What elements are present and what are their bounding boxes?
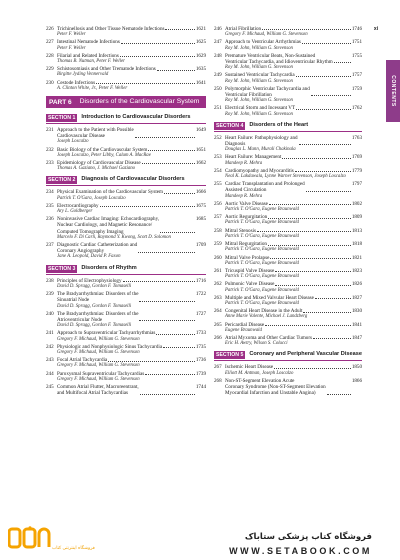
- page-ref: 1716: [195, 277, 206, 284]
- page-ref: 1779: [351, 167, 362, 174]
- part-label: PART 6: [49, 98, 72, 106]
- toc-entry: [46, 160, 206, 172]
- chapter-authors: Joseph Loscalzo, Peter Libby, Calum A. MacRae: [57, 152, 151, 158]
- toc-entry: [46, 344, 206, 356]
- chapter-title: Tricuspid Valve Disease: [225, 267, 275, 274]
- chapter-authors: Roy M. John, William G. Stevenson: [225, 45, 293, 51]
- chapter-number: 267: [214, 364, 222, 371]
- chapter-number: 239: [46, 291, 54, 298]
- chapter-authors: Peter F. Weller: [57, 45, 86, 51]
- chapter-number: 232: [46, 146, 54, 153]
- chapter-title: Pericardial Disease: [225, 321, 265, 328]
- page-ref: 1759: [351, 85, 362, 92]
- toc-entry: [214, 105, 362, 117]
- leader-dots: [135, 127, 195, 138]
- chapter-number: 259: [214, 241, 222, 248]
- chapter-title: Electrocardiography: [57, 202, 99, 209]
- chapter-number: 261: [214, 267, 222, 274]
- toc-entry: [214, 364, 362, 376]
- chapter-number: 254: [214, 167, 222, 174]
- chapter-title: Epidemiology of Cardiovascular Disease: [57, 160, 141, 167]
- chapter-title: Atrial Fibrillation: [225, 26, 262, 32]
- toc-entry: [46, 291, 206, 310]
- section-label: SECTION 1: [48, 115, 76, 122]
- leader-dots: [327, 378, 351, 395]
- page-ref: 1850: [351, 364, 362, 371]
- chapter-number: 258: [214, 227, 222, 234]
- page-ref: 1685: [195, 216, 206, 223]
- chapter-title: Cestode Infections: [57, 79, 96, 86]
- chapter-number: 266: [214, 334, 222, 341]
- chapter-title: Approach to Ventricular Arrhythmias: [225, 39, 301, 46]
- chapter-authors: Patrick T. O'Gara, Eugene Braunwald: [225, 300, 299, 306]
- page-ref: 1675: [195, 202, 206, 209]
- leader-dots: [295, 168, 351, 172]
- toc-entry: [46, 278, 206, 290]
- toc-entry: [46, 147, 206, 159]
- toc-entry: [46, 80, 206, 92]
- chapter-authors: Patrick T. O'Gara, Eugene Braunwald: [225, 207, 299, 213]
- section-heading: [46, 176, 206, 186]
- chapter-number: 227: [46, 39, 54, 46]
- chapter-authors: David D. Spragg, Gordon F. Tomaselli: [57, 283, 132, 289]
- chapter-title: Mitral Stenosis: [225, 227, 256, 234]
- chapter-authors: Patrick T. O'Gara, Eugene Braunwald: [225, 233, 299, 239]
- page-ref: 1769: [351, 154, 362, 161]
- leader-dots: [306, 181, 351, 192]
- logo-caption: فروشگاه اینترنتی کتاب: [52, 546, 95, 551]
- leader-dots: [282, 154, 351, 158]
- chapter-authors: Anne Marie Valente, Michael J. Landzberg: [225, 314, 308, 320]
- toc-entry: [46, 371, 206, 383]
- contents-side-tab: [386, 60, 400, 122]
- chapter-title: Heart Failure: Pathophysiology and Diagnosis: [225, 134, 298, 148]
- page-ref: 1662: [195, 160, 206, 167]
- leader-dots: [139, 311, 194, 322]
- leader-dots: [96, 80, 195, 84]
- page-ref: 1733: [195, 330, 206, 337]
- page-ref: 1809: [351, 214, 362, 221]
- chapter-authors: Roy M. John, William G. Stevenson: [225, 111, 293, 117]
- page-ref: 1651: [195, 146, 206, 153]
- leader-dots: [311, 86, 351, 97]
- chapter-number: 265: [214, 321, 222, 328]
- page-ref: 1735: [195, 343, 206, 350]
- chapter-number: 228: [46, 52, 54, 59]
- leader-dots: [296, 105, 351, 109]
- chapter-title: Cardiomyopathy and Myocarditis: [225, 167, 294, 174]
- chapter-authors: Gregory F. Michaud, William G. Stevenson: [57, 349, 140, 355]
- chapter-number: 260: [214, 254, 222, 261]
- page-ref: 1826: [351, 281, 362, 288]
- chapter-authors: Joseph Loscalzo: [57, 139, 89, 145]
- page-ref: 1821: [351, 254, 362, 261]
- section-rule: [46, 123, 206, 124]
- chapter-title: Approach to Supraventricular Tachyarrhythmias: [57, 330, 156, 337]
- chapter-title: Noninvasive Cardiac Imaging: Echocardiography, Nuclear Cardiology, and Magnetic Resonance/ Computed Tomography Imaging: [57, 216, 160, 235]
- page-ref: 1727: [195, 310, 206, 317]
- chapter-authors: Patrick T. O'Gara, Joseph Loscalzo: [57, 195, 126, 201]
- toc-entry: [214, 214, 362, 226]
- toc-entry: [214, 201, 362, 213]
- chapter-title: Pulmonic Valve Disease: [225, 281, 275, 288]
- chapter-title: Common Atrial Flutter, Macroreentrant, and Multifocal Atrial Tachycardias: [57, 383, 139, 397]
- chapter-number: 246: [214, 26, 222, 32]
- chapter-authors: Birgitte Jyding Vennervald: [57, 72, 109, 78]
- watermark-footer: [0, 520, 400, 560]
- section-rule: [214, 360, 362, 361]
- toc-entry: [214, 181, 362, 200]
- leader-dots: [269, 201, 351, 205]
- page-ref: 1827: [351, 294, 362, 301]
- leader-dots: [145, 371, 195, 375]
- leader-dots: [140, 384, 195, 395]
- chapter-number: 233: [46, 160, 54, 167]
- leader-dots: [139, 291, 194, 302]
- toc-entry: [46, 384, 206, 396]
- chapter-number: 236: [46, 216, 54, 223]
- leader-dots: [121, 39, 195, 43]
- toc-entry: [214, 322, 362, 334]
- chapter-number: 235: [46, 202, 54, 209]
- section-title: Introduction to Cardiovascular Disorders: [81, 114, 191, 121]
- page-ref: 1802: [351, 200, 362, 207]
- page-ref: 1625: [195, 39, 206, 46]
- page-ref: 1755: [351, 52, 362, 59]
- side-tab-label: CONTENTS: [390, 75, 396, 107]
- toc-entry: [46, 26, 206, 38]
- chapter-authors: Gregory F. Michaud, William G. Stevenson: [57, 336, 140, 342]
- toc-right-column: [214, 26, 362, 397]
- page-ref: 1621: [195, 26, 206, 32]
- toc-entry: [46, 242, 206, 261]
- page-ref: 1736: [195, 357, 206, 364]
- page-ref: 1841: [351, 321, 362, 328]
- toc-entry: [214, 241, 362, 253]
- section-label: SECTION 4: [216, 122, 244, 129]
- chapter-authors: Thomas B. Nutman, Peter F. Weller: [57, 59, 125, 65]
- toc-entry: [214, 154, 362, 166]
- chapter-number: 237: [46, 242, 54, 249]
- setabook-logo-icon: [8, 526, 54, 552]
- chapter-authors: Peter F. Weller: [57, 32, 86, 38]
- chapter-title: Congenital Heart Disease in the Adult: [225, 308, 303, 315]
- chapter-title: Aortic Regurgitation: [225, 214, 268, 221]
- chapter-title: The Bradyarrhythmias: Disorders of the Atrioventricular Node: [57, 310, 139, 323]
- chapter-number: 249: [214, 72, 222, 79]
- toc-entry: [214, 86, 362, 105]
- chapter-title: Principles of Electrophysiology: [57, 277, 122, 284]
- page-ref: 1830: [351, 308, 362, 315]
- store-name: فروشگاه کتاب پزشکی ستاباک: [244, 532, 372, 542]
- chapter-title: Filarial and Related Infections: [57, 52, 119, 59]
- chapter-number: 242: [46, 343, 54, 350]
- section-heading: [46, 114, 206, 124]
- chapter-authors: Ary L. Goldberger: [57, 209, 93, 215]
- chapter-number: 253: [214, 154, 222, 161]
- section-rule: [214, 131, 362, 132]
- section-title: Disorders of the Heart: [249, 121, 309, 128]
- chapter-title: Approach to the Patient with Possible Cardiovascular Disease: [57, 127, 134, 140]
- chapter-number: 256: [214, 200, 222, 207]
- page-ref: 1847: [351, 334, 362, 341]
- leader-dots: [275, 281, 350, 285]
- chapter-authors: Patrick T. O'Gara, Eugene Braunwald: [225, 247, 299, 253]
- chapter-authors: Roy M. John, William G. Stevenson: [225, 65, 293, 71]
- chapter-authors: Neal K. Lakdawala, Lynne Warner Stevenson, Joseph Loscalzo: [225, 174, 346, 180]
- leader-dots: [257, 228, 351, 232]
- toc-entry: [46, 203, 206, 215]
- leader-dots: [148, 147, 194, 151]
- toc-entry: [46, 127, 206, 146]
- leader-dots: [262, 26, 351, 30]
- chapter-authors: Patrick T. O'Gara, Eugene Braunwald: [225, 287, 299, 293]
- chapter-number: 240: [46, 310, 54, 317]
- chapter-authors: Jane A. Leopold, David P. Faxon: [57, 254, 121, 260]
- chapter-title: Atrial Myxoma and Other Cardiac Tumors: [225, 334, 313, 341]
- chapter-number: 257: [214, 214, 222, 221]
- chapter-title: Premature Ventricular Beats, Non-Sustained Ventricular Tachycardia, and Idioventricular Rhythm: [225, 52, 333, 66]
- chapter-authors: David D. Spragg, Gordon F. Tomaselli: [57, 303, 132, 309]
- chapter-title: Non-ST-Segment Elevation Acute Coronary Syndrome (Non-ST-Segment Elevation Myocardial Infarction and Unstable Angina): [225, 377, 326, 397]
- chapter-number: 229: [46, 66, 54, 73]
- toc-entry: [214, 135, 362, 154]
- toc-entry: [214, 378, 362, 397]
- leader-dots: [299, 135, 351, 146]
- leader-dots: [274, 364, 351, 368]
- page-ref: 1641: [195, 79, 206, 86]
- chapter-number: 264: [214, 308, 222, 315]
- page-ref: 1744: [195, 383, 206, 390]
- toc-entry: [214, 308, 362, 320]
- leader-dots: [142, 160, 195, 164]
- leader-dots: [120, 53, 195, 57]
- chapter-number: 252: [214, 134, 222, 141]
- chapter-authors: Patrick T. O'Gara, Eugene Braunwald: [225, 260, 299, 266]
- page-ref: 1823: [351, 267, 362, 274]
- toc-entry: [214, 26, 362, 38]
- chapter-authors: Thomas A. Gaziano, J. Michael Gaziano: [57, 166, 135, 172]
- page-ref: 1629: [195, 52, 206, 59]
- toc-entry: [214, 72, 362, 84]
- leader-dots: [334, 53, 351, 64]
- chapter-title: Schistosomiasis and Other Trematode Infections: [57, 66, 156, 73]
- leader-dots: [163, 344, 195, 348]
- chapter-number: 251: [214, 105, 222, 112]
- toc-entry: [214, 255, 362, 267]
- page-ref: 1649: [195, 127, 206, 134]
- chapter-authors: Patrick T. O'Gara, Eugene Braunwald: [225, 220, 299, 226]
- page-ref: 1813: [351, 227, 362, 234]
- page-ref: 1709: [195, 242, 206, 249]
- page-ref: 1751: [351, 39, 362, 46]
- section-title: Coronary and Peripheral Vascular Disease: [249, 351, 362, 358]
- chapter-number: 244: [46, 370, 54, 377]
- section-rule: [46, 274, 206, 275]
- section-label: SECTION 2: [48, 177, 76, 184]
- chapter-title: Mitral Regurgitation: [225, 241, 267, 248]
- part-heading: [46, 96, 206, 108]
- leader-dots: [156, 330, 194, 334]
- toc-entry: [214, 335, 362, 347]
- section-label: SECTION 3: [48, 265, 76, 272]
- leader-dots: [275, 268, 351, 272]
- toc-entry: [214, 295, 362, 307]
- chapter-number: 250: [214, 85, 222, 92]
- chapter-title: The Bradyarrhythmias: Disorders of the Sinoatrial Node: [57, 291, 139, 304]
- chapter-authors: Gregory F. Michaud, William G. Stevenson: [57, 363, 140, 369]
- chapter-authors: Eric H. Awtry, Wilson S. Colucci: [225, 341, 288, 347]
- leader-dots: [138, 242, 195, 253]
- chapter-authors: Roy M. John, William G. Stevenson: [225, 78, 293, 84]
- leader-dots: [108, 357, 195, 361]
- chapter-number: 248: [214, 52, 222, 59]
- chapter-title: Paroxysmal Supraventricular Tachycardias: [57, 370, 145, 377]
- leader-dots: [164, 189, 195, 193]
- chapter-title: Diagnostic Cardiac Catheterization and Coronary Angiography: [57, 242, 138, 255]
- section-heading: [46, 265, 206, 275]
- chapter-authors: Roy M. John, William G. Stevenson: [225, 98, 293, 104]
- page-ref: 1746: [351, 26, 362, 32]
- chapter-title: Focal Atrial Tachycardia: [57, 357, 108, 364]
- chapter-number: 230: [46, 79, 54, 86]
- toc-entry: [46, 53, 206, 65]
- toc-entry: [46, 216, 206, 241]
- chapter-title: Trichinellosis and Other Tissue Nematode Infections: [57, 26, 165, 32]
- page-ref: 1722: [195, 291, 206, 298]
- toc-entry: [214, 281, 362, 293]
- chapter-authors: Mandeep R. Mehra: [225, 193, 263, 199]
- chapter-authors: A. Clinton White, Jr., Peter F. Weller: [57, 85, 128, 91]
- chapter-number: 234: [46, 189, 54, 196]
- toc-entry: [214, 39, 362, 51]
- chapter-title: Ischemic Heart Disease: [225, 364, 274, 371]
- page-ref: 1757: [351, 72, 362, 79]
- page-ref: 1762: [351, 105, 362, 112]
- leader-dots: [313, 335, 351, 339]
- section-title: Disorders of Rhythm: [81, 264, 137, 271]
- toc-entry: [46, 311, 206, 330]
- chapter-title: Electrical Storm and Incessant VT: [225, 105, 296, 112]
- chapter-number: 247: [214, 39, 222, 46]
- chapter-authors: Eugene Braunwald: [225, 327, 262, 333]
- chapter-number: 226: [46, 26, 54, 32]
- toc-entry: [214, 168, 362, 180]
- chapter-number: 243: [46, 357, 54, 364]
- leader-dots: [265, 322, 351, 326]
- part-title: Disorders of the Cardiovascular System: [79, 98, 200, 106]
- leader-dots: [303, 308, 350, 312]
- chapter-number: 231: [46, 127, 54, 134]
- chapter-number: 263: [214, 294, 222, 301]
- page-ref: 1866: [351, 377, 362, 384]
- section-title: Diagnosis of Cardiovascular Disorders: [81, 176, 185, 183]
- chapter-authors: Marcelo F. Di Carli, Raymond Y. Kwong, Scott D. Solomon: [57, 234, 171, 240]
- store-url: WWW.SETABOOK.COM: [229, 546, 372, 556]
- toc-entry: [214, 268, 362, 280]
- chapter-title: Basic Biology of the Cardiovascular System: [57, 146, 148, 153]
- leader-dots: [296, 72, 351, 76]
- chapter-number: 241: [46, 330, 54, 337]
- toc-entry: [46, 189, 206, 201]
- leader-dots: [100, 203, 195, 207]
- section-heading: [214, 122, 362, 132]
- chapter-number: 255: [214, 181, 222, 188]
- leader-dots: [160, 216, 195, 233]
- chapter-title: Intestinal Nematode Infections: [57, 39, 120, 46]
- chapter-authors: Mandeep R. Mehra: [225, 160, 263, 166]
- page-ref: 1635: [195, 66, 206, 73]
- page-number: xi: [373, 26, 378, 32]
- section-heading: [214, 351, 362, 361]
- chapter-title: Aortic Valve Disease: [225, 200, 268, 207]
- chapter-authors: Gregory F. Michaud, William G. Stevenson: [225, 32, 308, 38]
- chapter-number: 262: [214, 281, 222, 288]
- chapter-authors: Patrick T. O'Gara, Eugene Braunwald: [225, 274, 299, 280]
- leader-dots: [165, 26, 194, 30]
- chapter-title: Sustained Ventricular Tachycardia: [225, 72, 295, 79]
- page-ref: 1818: [351, 241, 362, 248]
- page-ref: 1666: [195, 189, 206, 196]
- toc-entry: [46, 357, 206, 369]
- chapter-authors: Gregory F. Michaud, William G. Stevenson: [57, 376, 140, 382]
- chapter-title: Mitral Valve Prolapse: [225, 254, 270, 261]
- page-ref: 1763: [351, 134, 362, 141]
- chapter-title: Heart Failure: Management: [225, 154, 282, 161]
- leader-dots: [268, 241, 351, 245]
- chapter-number: 238: [46, 277, 54, 284]
- page-ref: 1797: [351, 181, 362, 188]
- leader-dots: [270, 255, 350, 259]
- toc-left-column: [46, 26, 206, 397]
- toc-entry: [46, 330, 206, 342]
- chapter-title: Multiple and Mixed Valvular Heart Disease: [225, 294, 314, 301]
- chapter-number: 268: [214, 377, 222, 384]
- leader-dots: [268, 214, 351, 218]
- page-ref: 1739: [195, 370, 206, 377]
- chapter-title: Physical Examination of the Cardiovascular System: [57, 189, 163, 196]
- chapter-number: 245: [46, 383, 54, 390]
- leader-dots: [315, 295, 351, 299]
- chapter-title: Cardiac Transplantation and Prolonged Assisted Circulation: [225, 181, 305, 194]
- chapter-authors: Elliott M. Antman, Joseph Loscalzo: [225, 370, 294, 376]
- leader-dots: [302, 39, 351, 43]
- section-rule: [46, 185, 206, 186]
- chapter-authors: David D. Spragg, Gordon F. Tomaselli: [57, 323, 132, 329]
- chapter-title: Physiologic and Nonphysiologic Sinus Tachycardia: [57, 343, 163, 350]
- toc-entry: [46, 39, 206, 51]
- leader-dots: [157, 66, 195, 70]
- section-label: SECTION 5: [216, 352, 244, 359]
- chapter-title: Polymorphic Ventricular Tachycardia and Ventricular Fibrillation: [225, 85, 310, 99]
- toc-entry: [46, 66, 206, 78]
- toc-entry: [214, 228, 362, 240]
- chapter-authors: Douglas L. Mann, Murali Chakinala: [225, 147, 296, 153]
- leader-dots: [123, 278, 195, 282]
- toc-entry: [214, 53, 362, 72]
